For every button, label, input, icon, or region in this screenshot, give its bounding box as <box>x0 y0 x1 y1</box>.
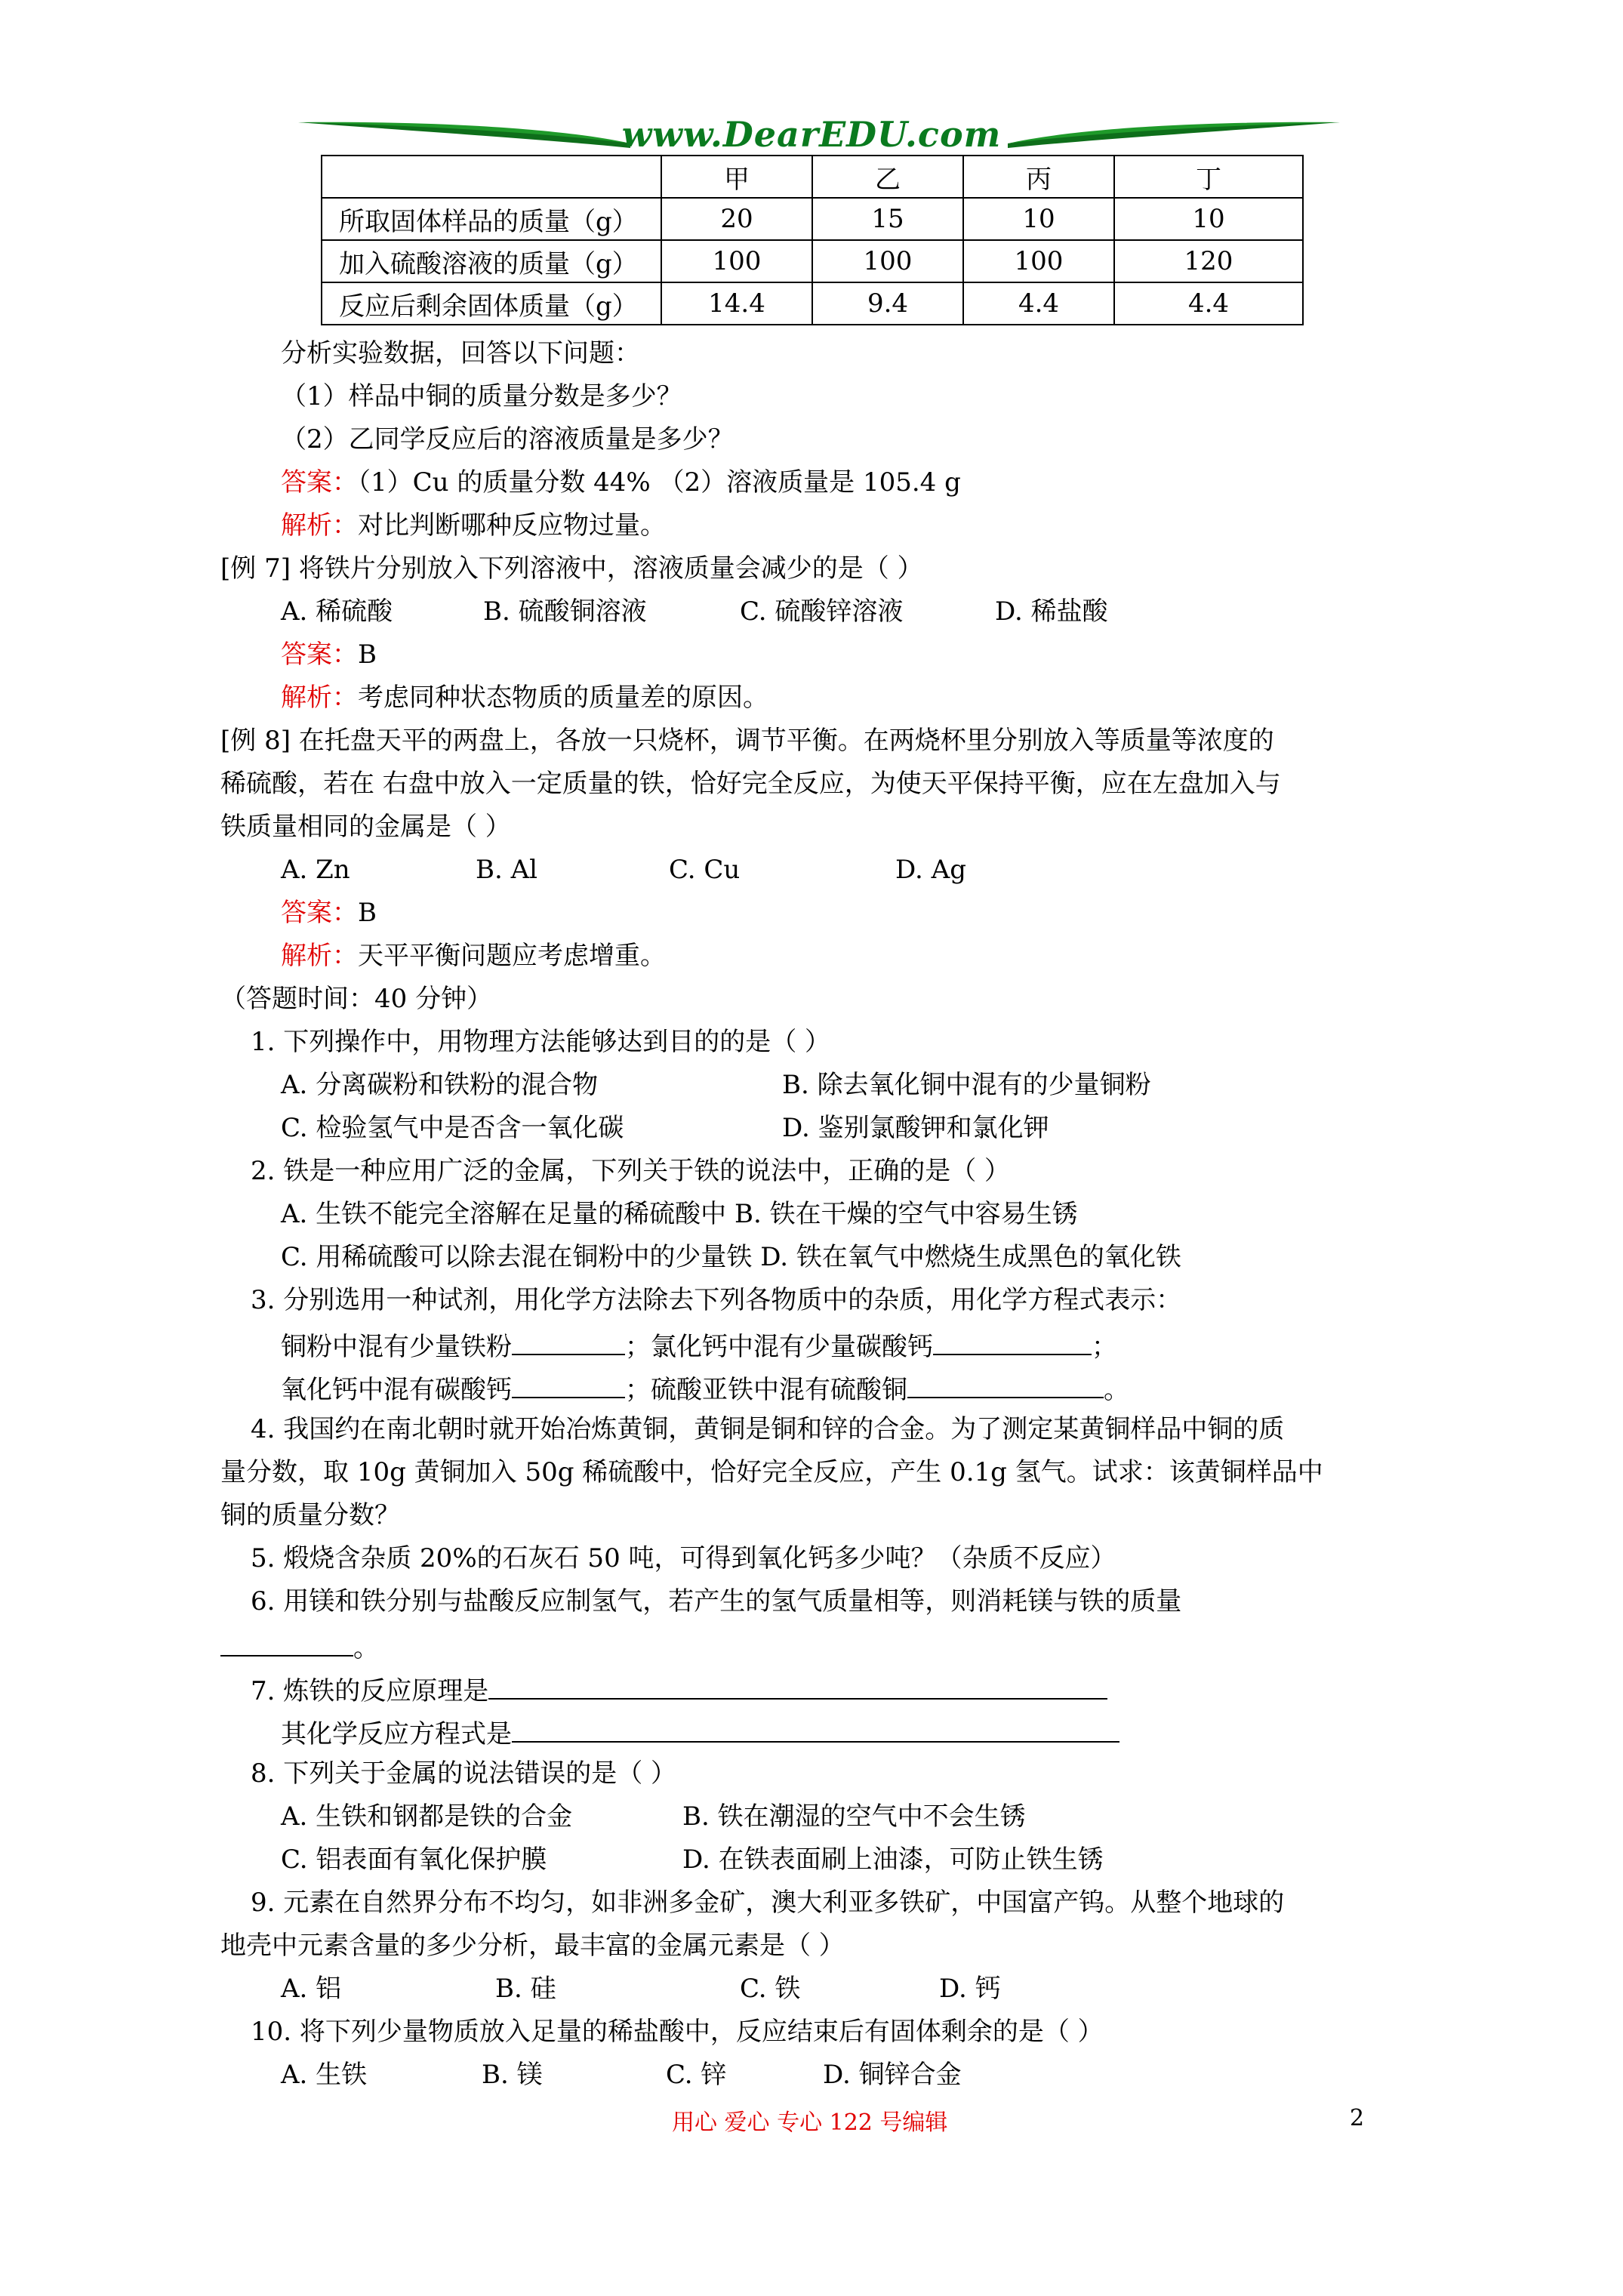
q9-line-1: 9. 元素在自然界分布不均匀，如非洲多金矿，澳大利亚多铁矿，中国富产钨。从整个地球的 <box>251 1888 1285 1918</box>
ex6-question-2: （2）乙同学反应后的溶液质量是多少？ <box>281 424 734 455</box>
q1-option-a: A. 分离碳粉和铁粉的混合物 <box>281 1070 599 1100</box>
answer-label: 答案： <box>281 898 358 928</box>
ex8-option-b: B. Al <box>476 855 538 885</box>
answer-blank[interactable] <box>512 1371 625 1398</box>
experiment-table <box>321 155 1304 325</box>
q3-item-4: ；硫酸亚铁中混有硫酸铜 <box>625 1375 907 1405</box>
table-cell: 4.4 <box>963 282 1114 325</box>
q8-option-c: C. 铝表面有氧化保护膜 <box>281 1845 547 1875</box>
q10-option-c: C. 锌 <box>666 2060 727 2090</box>
ex6-answer <box>281 467 961 498</box>
answer-text: B <box>358 639 377 670</box>
table-cell: 4.4 <box>1114 282 1303 325</box>
q1-option-d: D. 鉴别氯酸钾和氯化钾 <box>782 1113 1049 1143</box>
ex7-analysis <box>281 683 768 713</box>
row-label: 所取固体样品的质量（g） <box>322 198 661 240</box>
table-cell: 20 <box>661 198 812 240</box>
q3-item-3: 氧化钙中混有碳酸钙 <box>281 1375 512 1405</box>
q1-text: 1. 下列操作中，用物理方法能够达到目的的是（ ） <box>251 1027 831 1057</box>
table-header-cell: 丙 <box>963 156 1114 198</box>
answer-blank[interactable] <box>907 1371 1104 1398</box>
ex6-intro: 分析实验数据，回答以下问题： <box>281 338 640 368</box>
table-row <box>322 198 1303 240</box>
q4-line-1: 4. 我国约在南北朝时就开始冶炼黄铜，黄铜是铜和锌的合金。为了测定某黄铜样品中铜的质 <box>251 1414 1285 1444</box>
row-label: 反应后剩余固体质量（g） <box>322 282 661 325</box>
q4-line-3: 铜的质量分数？ <box>220 1500 400 1530</box>
q7-label-2: 其化学反应方程式是 <box>281 1719 512 1749</box>
q9-option-d: D. 钙 <box>939 1974 1001 2004</box>
ex7-answer <box>281 639 377 670</box>
q5-text: 5. 煅烧含杂质 20%的石灰石 50 吨，可得到氧化钙多少吨？（杂质不反应） <box>251 1543 1116 1573</box>
q7-label-1: 7. 炼铁的反应原理是 <box>251 1676 489 1706</box>
table-cell: 120 <box>1114 240 1303 282</box>
q2-options-cd: C. 用稀硫酸可以除去混在铜粉中的少量铁 D. 铁在氧气中燃烧生成黑色的氧化铁 <box>281 1242 1181 1272</box>
answer-label: 答案： <box>281 467 358 498</box>
answer-label: 答案： <box>281 639 358 670</box>
q10-option-d: D. 铜锌合金 <box>823 2060 962 2090</box>
answer-blank[interactable] <box>933 1328 1092 1355</box>
ex7-option-a: A. 稀硫酸 <box>281 596 393 627</box>
ex7-option-c: C. 硫酸锌溶液 <box>740 596 904 627</box>
analysis-text: 考虑同种状态物质的质量差的原因。 <box>358 683 768 713</box>
ex7-question: [例 7] 将铁片分别放入下列溶液中，溶液质量会减少的是（ ） <box>220 553 923 584</box>
table-cell: 14.4 <box>661 282 812 325</box>
table-cell: 10 <box>1114 198 1303 240</box>
q2-text: 2. 铁是一种应用广泛的金属，下列关于铁的说法中，正确的是（ ） <box>251 1156 1011 1186</box>
q8-option-a: A. 生铁和钢都是铁的合金 <box>281 1801 573 1832</box>
q3-end: 。 <box>1104 1375 1129 1405</box>
analysis-label: 解析： <box>281 941 358 971</box>
table-corner-cell <box>322 156 661 198</box>
table-row <box>322 240 1303 282</box>
q9-option-c: C. 铁 <box>740 1974 801 2004</box>
q6-end: 。 <box>353 1633 379 1663</box>
q3-item-2: ；氯化钙中混有少量碳酸钙 <box>625 1332 933 1362</box>
q6-line-2 <box>220 1629 379 1663</box>
q10-text: 10. 将下列少量物质放入足量的稀盐酸中，反应结束后有固体剩余的是（ ） <box>251 2017 1104 2047</box>
table-header-cell: 甲 <box>661 156 812 198</box>
answer-blank[interactable] <box>488 1672 1107 1700</box>
q3-line-1 <box>281 1328 1117 1362</box>
q9-line-2: 地壳中元素含量的多少分析，最丰富的金属元素是（ ） <box>220 1931 845 1961</box>
analysis-label: 解析： <box>281 683 358 713</box>
q1-option-b: B. 除去氧化铜中混有的少量铜粉 <box>782 1070 1151 1100</box>
q3-sep: ； <box>1092 1332 1117 1362</box>
page-number: 2 <box>1350 2105 1365 2131</box>
table-header-cell: 乙 <box>812 156 963 198</box>
ex6-analysis <box>281 510 666 541</box>
q10-option-b: B. 镁 <box>482 2060 543 2090</box>
table-header-row <box>322 156 1303 198</box>
ex8-line-2: 稀硫酸，若在 右盘中放入一定质量的铁，恰好完全反应，为使天平保持平衡，应在左盘加入与 <box>220 769 1281 799</box>
table-row <box>322 282 1303 325</box>
ex8-option-d: D. Ag <box>895 855 966 885</box>
ex8-option-a: A. Zn <box>281 855 350 885</box>
site-logo <box>298 113 1340 159</box>
q4-line-2: 量分数，取 10g 黄铜加入 50g 稀硫酸中，恰好完全反应，产生 0.1g 氢气。试求：该黄铜样品中 <box>220 1457 1323 1487</box>
table-cell: 15 <box>812 198 963 240</box>
row-label: 加入硫酸溶液的质量（g） <box>322 240 661 282</box>
q2-options-ab: A. 生铁不能完全溶解在足量的稀硫酸中 B. 铁在干燥的空气中容易生锈 <box>281 1199 1078 1229</box>
q8-option-b: B. 铁在潮湿的空气中不会生锈 <box>682 1801 1026 1832</box>
ex8-analysis <box>281 941 666 971</box>
ex8-answer <box>281 898 377 928</box>
answer-blank[interactable] <box>220 1629 353 1657</box>
table-cell: 9.4 <box>812 282 963 325</box>
ex7-option-b: B. 硫酸铜溶液 <box>483 596 647 627</box>
q9-option-b: B. 硅 <box>495 1974 556 2004</box>
q9-option-a: A. 铝 <box>281 1974 342 2004</box>
table-header-cell: 丁 <box>1114 156 1303 198</box>
q6-line-1: 6. 用镁和铁分别与盐酸反应制氢气，若产生的氢气质量相等，则消耗镁与铁的质量 <box>251 1586 1182 1616</box>
footer-text: 用心 爱心 专心 122 号编辑 <box>672 2110 948 2136</box>
ex7-option-d: D. 稀盐酸 <box>995 596 1108 627</box>
analysis-label: 解析： <box>281 510 358 541</box>
q3-line-2 <box>281 1371 1129 1405</box>
q10-option-a: A. 生铁 <box>281 2060 368 2090</box>
answer-text: （1）Cu 的质量分数 44% （2）溶液质量是 105.4 g <box>358 467 961 498</box>
analysis-text: 天平平衡问题应考虑增重。 <box>358 941 666 971</box>
q7-line-1 <box>251 1672 1107 1706</box>
table-cell: 100 <box>812 240 963 282</box>
q7-line-2 <box>281 1715 1119 1749</box>
ex8-option-c: C. Cu <box>669 855 741 885</box>
ex8-line-3: 铁质量相同的金属是（ ） <box>220 812 511 842</box>
time-note: （答题时间：40 分钟） <box>220 984 493 1014</box>
ex8-line-1: [例 8] 在托盘天平的两盘上，各放一只烧杯，调节平衡。在两烧杯里分别放入等质量等浓度的 <box>220 726 1274 756</box>
logo-text: www.DearEDU.com <box>621 114 1002 155</box>
answer-blank[interactable] <box>512 1328 625 1355</box>
q8-option-d: D. 在铁表面刷上油漆，可防止铁生锈 <box>682 1845 1104 1875</box>
answer-text: B <box>358 898 377 928</box>
ex6-question-1: （1）样品中铜的质量分数是多少？ <box>281 381 682 411</box>
analysis-text: 对比判断哪种反应物过量。 <box>358 510 666 541</box>
table-cell: 100 <box>661 240 812 282</box>
q3-text: 3. 分别选用一种试剂，用化学方法除去下列各物质中的杂质，用化学方程式表示： <box>251 1285 1182 1315</box>
answer-blank[interactable] <box>512 1715 1119 1743</box>
q1-option-c: C. 检验氢气中是否含一氧化碳 <box>281 1113 624 1143</box>
table-cell: 10 <box>963 198 1114 240</box>
q3-item-1: 铜粉中混有少量铁粉 <box>281 1332 512 1362</box>
q8-text: 8. 下列关于金属的说法错误的是（ ） <box>251 1758 677 1789</box>
table-cell: 100 <box>963 240 1114 282</box>
